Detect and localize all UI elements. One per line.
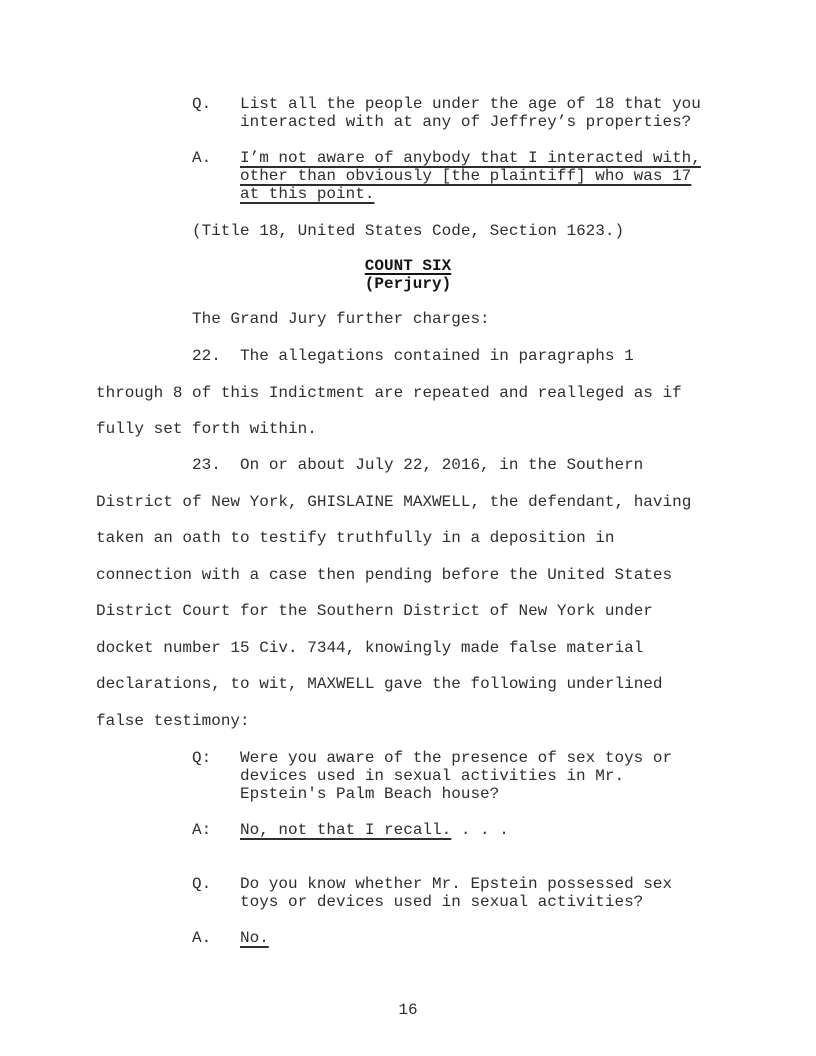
question-line: List all the people under the age of 18 that you xyxy=(240,95,701,113)
question-line: Do you know whether Mr. Epstein possessed sex xyxy=(240,875,673,893)
question-text xyxy=(240,749,672,803)
answer-label: A. xyxy=(192,149,212,167)
qa3-answer xyxy=(192,929,269,947)
paragraph-line: District Court for the Southern District of New York under xyxy=(96,602,653,620)
answer-text xyxy=(240,929,269,947)
question-text xyxy=(240,875,672,911)
question-line: interacted with at any of Jeffrey’s properties? xyxy=(240,113,692,131)
answer-line: I’m not aware of anybody that I interacted with, xyxy=(240,149,701,167)
answer-label: A. xyxy=(192,929,212,947)
paragraph-line: taken an oath to testify truthfully in a deposition in xyxy=(96,529,615,547)
paragraph-line: 22. The allegations contained in paragraphs 1 xyxy=(192,347,634,365)
paragraph-line: docket number 15 Civ. 7344, knowingly made false material xyxy=(96,638,644,657)
charges-intro: The Grand Jury further charges: xyxy=(192,310,490,328)
qa1-answer xyxy=(192,149,701,203)
paragraph-line: false testimony: xyxy=(96,711,250,730)
qa2-question xyxy=(192,749,672,803)
answer-line: other than obviously [the plaintiff] who was 17 xyxy=(240,167,692,185)
page-number: 16 xyxy=(398,1001,418,1019)
question-label: Q: xyxy=(192,749,212,767)
paragraph-line: fully set forth within. xyxy=(96,420,317,438)
question-text xyxy=(240,95,701,131)
count-subheading: (Perjury) xyxy=(364,275,452,293)
answer-line: No, not that I recall. . . . xyxy=(240,821,509,839)
paragraph-line: through 8 of this Indictment are repeated and realleged as if xyxy=(96,383,682,402)
paragraph-22 xyxy=(96,347,682,457)
question-line: Epstein's Palm Beach house? xyxy=(240,785,500,803)
question-label: Q. xyxy=(192,875,212,893)
paragraph-line: 23. On or about July 22, 2016, in the Southern xyxy=(192,456,644,474)
answer-line: No. xyxy=(240,929,269,947)
paragraph-23 xyxy=(96,456,691,748)
qa1-question xyxy=(192,95,701,131)
qa3-question xyxy=(192,875,672,911)
question-line: toys or devices used in sexual activities? xyxy=(240,893,644,911)
answer-label: A: xyxy=(192,821,212,839)
answer-text xyxy=(240,821,509,839)
paragraph-line: connection with a case then pending before the United States xyxy=(96,565,673,584)
answer-line: at this point. xyxy=(240,185,375,203)
question-label: Q. xyxy=(192,95,212,113)
question-line: Were you aware of the presence of sex toys or xyxy=(240,749,673,767)
statute-citation: (Title 18, United States Code, Section 1623.) xyxy=(192,222,625,240)
count-heading: COUNT SIX xyxy=(364,257,452,275)
count-heading-block xyxy=(0,257,816,293)
qa2-answer xyxy=(192,821,509,839)
paragraph-line: District of New York, GHISLAINE MAXWELL, the defendant, having xyxy=(96,492,692,511)
answer-text xyxy=(240,149,701,203)
question-line: devices used in sexual activities in Mr. xyxy=(240,767,625,785)
paragraph-line: declarations, to wit, MAXWELL gave the following underlined xyxy=(96,675,663,693)
answer-ellipsis: . . . xyxy=(451,821,509,839)
